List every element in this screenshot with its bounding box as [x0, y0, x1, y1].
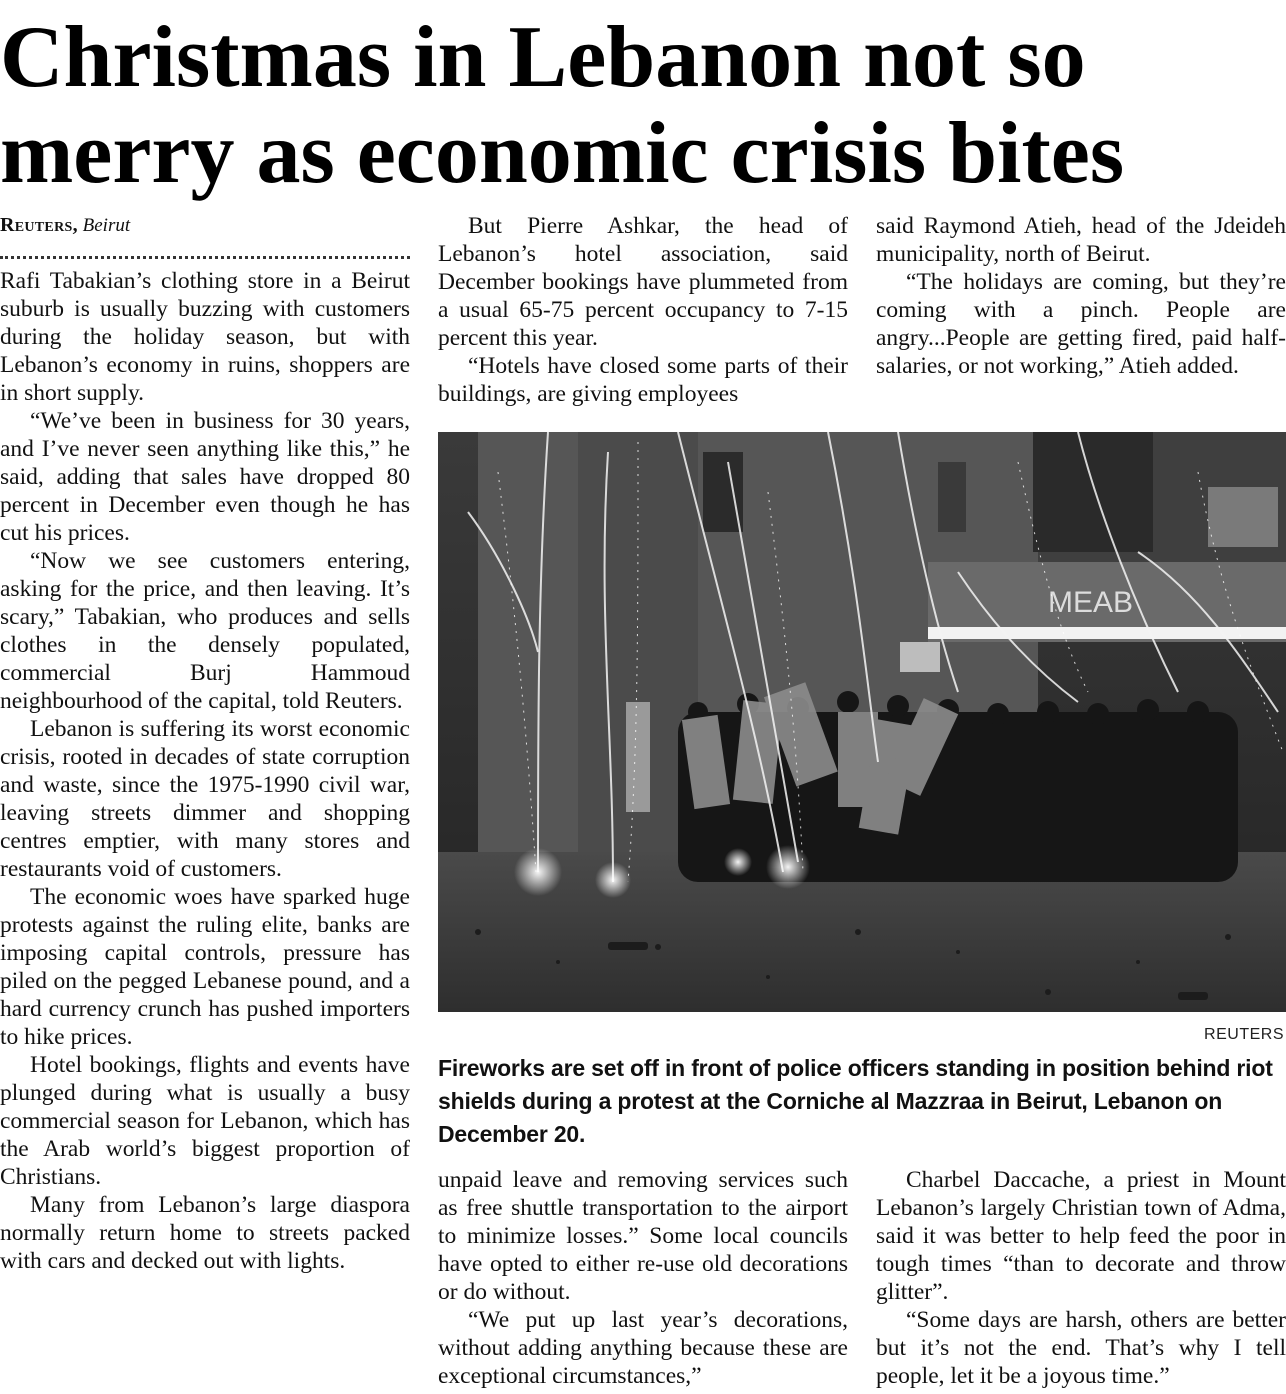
paragraph: Lebanon is suffering its worst economic crisis, rooted in decades of state corruption and waste, since the 1975-1990 civil war, leaving streets dimmer and shopping centres emptier, with many stores and restaurants void of customers.	[0, 716, 410, 882]
photo-caption: Fireworks are set off in front of police officers standing in position behind riot shields during a protest at the Corniche al Mazzraa in Beirut, Lebanon on December 20.	[438, 1055, 1273, 1147]
paragraph: “The holidays are coming, but they’re coming with a pinch. People are angry...People are getting fired, paid half-salaries, or not working,” Atieh added.	[876, 269, 1286, 379]
paragraph: “We’ve been in business for 30 years, and I’ve never seen anything like this,” he said, adding that sales have dropped 80 percent in December even though he has cut his prices.	[0, 408, 410, 546]
paragraph: “We put up last year’s decorations, without adding anything because these are exceptional circumstances,”	[438, 1307, 848, 1389]
paragraph: “Hotels have closed some parts of their buildings, are giving employees	[438, 353, 848, 407]
paragraph: Rafi Tabakian’s clothing store in a Beirut suburb is usually buzzing with customers during the holiday season, but with Lebanon’s economy in ruins, shoppers are in short supply.	[0, 268, 410, 406]
paragraph: But Pierre Ashkar, the head of Lebanon’s hotel association, said December bookings have plummeted from a usual 65-75 percent occupancy to 7-15 percent this year.	[438, 213, 848, 351]
byline-agency: Reuters,	[0, 214, 78, 236]
article-column-2-top	[438, 212, 848, 412]
article-column-2-bottom	[438, 1166, 848, 1394]
byline-divider	[0, 245, 410, 259]
paragraph: The economic woes have sparked huge protests against the ruling elite, banks are imposing capital controls, pressure has piled on the pegged Lebanese pound, and a hard currency crunch has pushed importers to hike prices.	[0, 884, 410, 1050]
paragraph: “Now we see customers entering, asking for the price, and then leaving. It’s scary,” Tabakian, who produces and sells clothes in the densely populated, commercial Burj Hammoud neighbourhood of the capital, told Reuters.	[0, 548, 410, 714]
article-column-1	[0, 212, 410, 1392]
news-photo	[438, 432, 1286, 1012]
paragraph: “Some days are harsh, others are better but it’s not the end. That’s why I tell people, let it be a joyous time.”	[876, 1307, 1286, 1389]
headline	[0, 10, 1286, 202]
shop-sign-text: MEAB	[1048, 586, 1134, 619]
byline	[0, 212, 410, 239]
paragraph: Charbel Daccache, a priest in Mount Lebanon’s largely Christian town of Adma, said it was better to help feed the poor in tough times “than to decorate and throw glitter”.	[876, 1167, 1286, 1305]
photo-credit: REUTERS	[1204, 1026, 1284, 1043]
paragraph: said Raymond Atieh, head of the Jdeideh municipality, north of Beirut.	[876, 213, 1286, 267]
paragraph: Hotel bookings, flights and events have plunged during what is usually a busy commercial season for Lebanon, which has the Arab world’s biggest proportion of Christians.	[0, 1052, 410, 1190]
byline-city: Beirut	[82, 215, 131, 236]
paragraph: Many from Lebanon’s large diaspora normally return home to streets packed with cars and decked out with lights.	[0, 1192, 410, 1274]
article-column-3-bottom	[876, 1166, 1286, 1394]
article-column-3-top	[876, 212, 1286, 412]
headline-line-1: Christmas in Lebanon not so	[0, 9, 1086, 106]
headline-line-2: merry as economic crisis bites	[0, 105, 1125, 202]
paragraph: unpaid leave and removing services such as free shuttle transportation to the airport to minimize losses.” Some local councils have opted to either re-use old decorations or do without.	[438, 1167, 848, 1305]
photo-illustration	[438, 432, 1286, 1012]
